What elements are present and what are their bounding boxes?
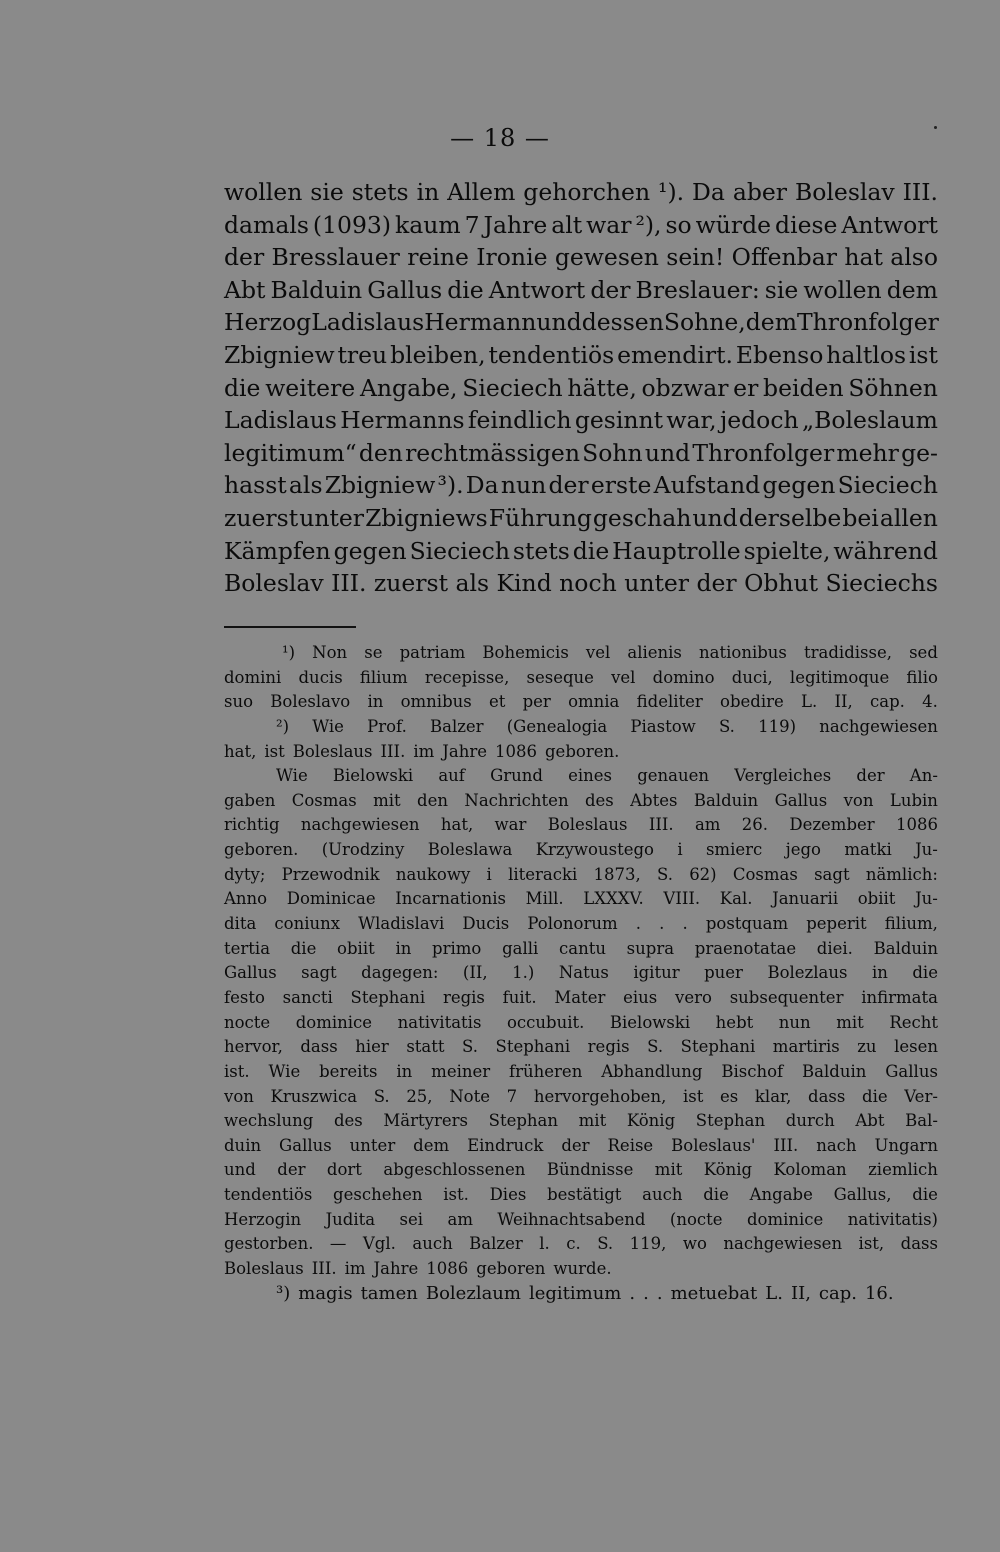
footnote-rule xyxy=(224,626,356,628)
footnote_lines-line: wechslung des Märtyrers Stephan mit König Stephan durch Abt Bal- xyxy=(224,1111,938,1131)
footnote_lines-line: tertia die obiit in primo galli cantu supra praenotatae diei. Balduin xyxy=(224,938,938,958)
footnote_lines-line: dyty; Przewodnik naukowy i literacki 1873, S. 62) Cosmas sagt nämlich: xyxy=(224,864,938,884)
body_lines-line: Ladislaus Hermanns feindlich gesinnt war, jedoch „Boleslaum xyxy=(224,406,938,435)
footnote_lines-line: ¹) Non se patriam Bohemicis vel alienis nationibus tradidisse, sed xyxy=(282,643,938,662)
footnote_lines-line: nocte dominice nativitatis occubuit. Bielowski hebt nun mit Recht xyxy=(224,1012,938,1032)
footnote_lines-line: Anno Dominicae Incarnationis Mill. LXXXV. VIII. Kal. Januarii obiit Ju- xyxy=(224,889,938,909)
footnote_lines-line: hervor, dass hier statt S. Stephani regis S. Stephani martiris zu lesen xyxy=(224,1037,938,1057)
footnote_lines-line: geboren. (Urodziny Boleslawa Krzywoustego i smierc jego matki Ju- xyxy=(224,840,938,860)
body_lines-line: zuerst unter Zbigniews Führung geschah und derselbe bei allen xyxy=(224,503,938,532)
footnote_lines-line: dita coniunx Wladislavi Ducis Polonorum . . . postquam peperit filium, xyxy=(224,914,938,934)
footnote_lines-line: Boleslaus III. im Jahre 1086 geboren wurde. xyxy=(224,1259,612,1279)
body_lines-line: Boleslav III. zuerst als Kind noch unter der Obhut Sieciechs xyxy=(224,569,938,598)
scan-speck xyxy=(934,126,937,129)
footnotes xyxy=(224,641,938,1306)
footnote_lines-line: ist. Wie bereits in meiner früheren Abhandlung Bischof Balduin Gallus xyxy=(224,1061,938,1081)
footnote_lines-line: Herzogin Judita sei am Weihnachtsabend (nocte dominice nativitatis) xyxy=(224,1209,938,1229)
footnote_lines-line: festo sancti Stephani regis fuit. Mater eius vero subsequenter infirmata xyxy=(224,987,938,1007)
body_lines-line: Herzog Ladislaus Hermann und dessen Sohne, dem Thronfolger xyxy=(224,308,939,337)
footnote_lines-line: domini ducis filium recepisse, seseque vel domino duci, legitimoque filio xyxy=(224,667,938,687)
footnote_lines-line: Gallus sagt dagegen: (II, 1.) Natus igitur puer Bolezlaus in die xyxy=(224,963,938,983)
footnote_lines-line: Wie Bielowski auf Grund eines genauen Vergleiches der An- xyxy=(276,766,938,786)
body_lines-line: wollen sie stets in Allem gehorchen ¹). Da aber Boleslav III. xyxy=(224,178,938,206)
main-text xyxy=(224,176,938,600)
body_lines-line: der Bresslauer reine Ironie gewesen sein! Offenbar hat also xyxy=(224,243,938,272)
footnote_lines-line: ²) Wie Prof. Balzer (Genealogia Piastow S. 119) nachgewiesen xyxy=(276,716,938,736)
body_lines-line: legitimum“ den rechtmässigen Sohn und Thronfolger mehr ge- xyxy=(224,438,938,467)
body_lines-line: Kämpfen gegen Sieciech stets die Hauptrolle spielte, während xyxy=(224,536,938,565)
footnote_lines-line: duin Gallus unter dem Eindruck der Reise Boleslaus' III. nach Ungarn xyxy=(224,1135,938,1155)
footnote_lines-line: ³) magis tamen Bolezlaum legitimum . . . metuebat L. II, cap. 16. xyxy=(276,1282,894,1304)
footnote_lines-line: gestorben. — Vgl. auch Balzer l. c. S. 119, wo nachgewiesen ist, dass xyxy=(224,1234,938,1254)
footnote_lines-line: gaben Cosmas mit den Nachrichten des Abtes Balduin Gallus von Lubin xyxy=(224,790,938,810)
footnote_lines-line: richtig nachgewiesen hat, war Boleslaus III. am 26. Dezember 1086 xyxy=(224,815,938,835)
footnote_lines-line: von Kruszwica S. 25, Note 7 hervorgehoben, ist es klar, dass die Ver- xyxy=(224,1086,938,1106)
footnote_lines-line: suo Boleslavo in omnibus et per omnia fideliter obedire L. II, cap. 4. xyxy=(224,692,938,712)
body_lines-line: Abt Balduin Gallus die Antwort der Breslauer: sie wollen dem xyxy=(224,275,938,304)
body_lines-line: damals (1093) kaum 7 Jahre alt war ²), so würde diese Antwort xyxy=(224,210,938,239)
page-number: — 18 — xyxy=(450,124,550,152)
body_lines-line: hasst als Zbigniew ³). Da nun der erste Aufstand gegen Sieciech xyxy=(224,471,938,500)
footnote_lines-line: und der dort abgeschlossenen Bündnisse mit König Koloman ziemlich xyxy=(224,1160,938,1180)
footnote_lines-line: hat, ist Boleslaus III. im Jahre 1086 geboren. xyxy=(224,741,620,761)
body_lines-line: die weitere Angabe, Sieciech hätte, obzwar er beiden Söhnen xyxy=(224,373,938,402)
body_lines-line: Zbigniew treu bleiben, tendentiös emendirt. Ebenso haltlos ist xyxy=(224,340,938,369)
footnote_lines-line: tendentiös geschehen ist. Dies bestätigt auch die Angabe Gallus, die xyxy=(224,1185,938,1205)
